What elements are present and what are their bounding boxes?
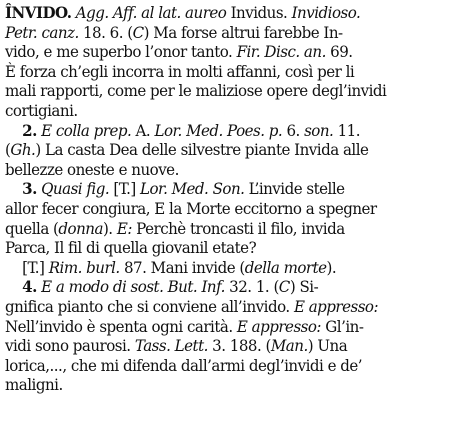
entry-line (5, 101, 432, 121)
entry-line (5, 375, 432, 395)
italic-text: C (278, 277, 290, 297)
entry-line (5, 121, 432, 141)
entry-line (5, 238, 432, 258)
italic-text: Quasi fig. (41, 179, 110, 199)
text-run: ) Una (307, 336, 348, 356)
italic-text: Tass. Lett. (134, 336, 208, 356)
text-run: lorica,..., che mi difenda dall’armi degl’invidi e de’ (5, 355, 363, 375)
italic-text: Fir. Disc. an. (236, 42, 326, 62)
entry-line (5, 179, 432, 199)
text-run: Gl’in- (320, 316, 364, 336)
text-run: ) La casta Dea delle silvestre piante Invida alle (35, 140, 369, 160)
italic-text: Gh. (10, 140, 36, 160)
bold-text: ÎNVIDO. (5, 3, 72, 22)
entry-line (5, 42, 432, 62)
italic-text: Petr. canz. (5, 22, 79, 42)
italic-text: But. Inf. (167, 277, 225, 297)
text-run (5, 179, 22, 198)
text-run: A. (131, 120, 155, 140)
text-run: L’invide stelle (244, 179, 345, 199)
text-run: maligni. (5, 375, 63, 395)
text-run: gnifica pianto che si conviene all’invido. (5, 296, 294, 316)
text-run: [T.] (5, 257, 49, 277)
italic-text: Agg. Aff. al lat. aureo (75, 3, 227, 22)
text-run: 6. (282, 120, 305, 140)
entry-line (5, 23, 432, 43)
entry-line (5, 336, 432, 356)
entry-line (5, 297, 432, 317)
entry-line (5, 3, 432, 23)
entry-line (5, 317, 432, 337)
text-run: 3. 188. ( (207, 336, 271, 356)
text-run: Invidus. (226, 3, 292, 22)
italic-text: E a modo di sost. (41, 277, 164, 297)
italic-text: E colla prep. (41, 120, 132, 140)
text-run: È forza ch’egli incorra in molti affanni, così per li (5, 61, 355, 81)
text-run (5, 277, 22, 296)
text-run: allor fecer congiura, E la Morte eccitorno a spegner (5, 198, 377, 218)
text-run: 18. 6. ( (78, 22, 133, 42)
entry-line (5, 258, 432, 278)
text-run: ) Ma forse altrui farebbe In- (143, 22, 343, 42)
text-run: mali rapporti, come per le maliziose opere degl’invidi (5, 81, 387, 101)
italic-text: Lor. Med. Son. (139, 179, 245, 199)
text-run: ( (5, 140, 11, 160)
italic-text: E appresso: (236, 316, 321, 336)
entry-line (5, 199, 432, 219)
entry-line (5, 140, 432, 160)
italic-text: E: (116, 218, 132, 238)
text-run: ). (326, 257, 337, 277)
text-run: 69. (325, 42, 353, 62)
text-run: quella ( (5, 218, 59, 238)
text-run: Nell’invido è spenta ogni carità. (5, 316, 237, 336)
text-run: 87. Mani invide ( (119, 257, 245, 277)
entry-line (5, 160, 432, 180)
entry-line (5, 81, 432, 101)
text-run: vido, e me superbo l’onor tanto. (5, 42, 237, 62)
text-run: 32. 1. ( (224, 277, 279, 297)
text-run: Perchè troncasti il filo, invida (131, 218, 345, 238)
text-run: vidi sono paurosi. (5, 336, 135, 356)
text-run: Parca, Il fil di quella giovanil etate? (5, 238, 257, 258)
entry-line (5, 356, 432, 376)
text-run: bellezze oneste e nuove. (5, 159, 179, 179)
italic-text: donna (58, 218, 103, 238)
italic-text: della morte (244, 257, 327, 277)
italic-text: son. (304, 120, 334, 140)
italic-text: C (132, 22, 144, 42)
text-run: cortigiani. (5, 100, 78, 120)
text-run: [T.] (109, 179, 140, 199)
italic-text: Rim. burl. (48, 257, 120, 277)
italic-text: Man. (270, 336, 308, 356)
italic-text: E appresso: (293, 296, 379, 316)
italic-text: Invidioso. (291, 3, 361, 22)
text-run: ). (102, 218, 117, 238)
text-run (5, 121, 22, 140)
entry-line (5, 62, 432, 82)
bold-text: 4. (22, 277, 37, 297)
bold-text: 2. (22, 120, 37, 140)
text-run: ) Si- (289, 277, 319, 297)
entry-line (5, 219, 432, 239)
entry-line (5, 277, 432, 297)
bold-text: 3. (22, 179, 37, 199)
italic-text: Lor. Med. Poes. p. (154, 120, 283, 140)
text-run: 11. (333, 120, 361, 140)
